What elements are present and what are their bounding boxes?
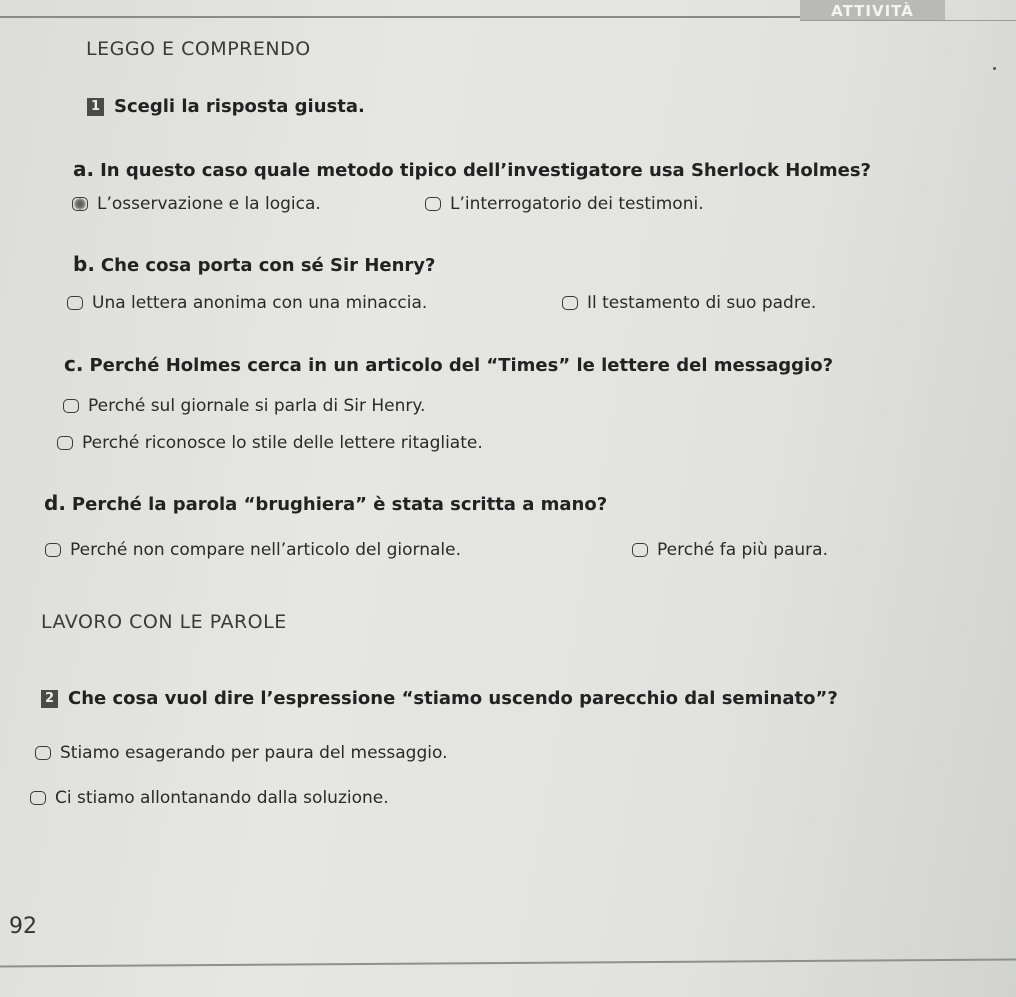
checkbox[interactable]	[45, 543, 61, 557]
exercise-2-heading	[41, 688, 838, 709]
question-c	[64, 352, 833, 376]
checkbox-checked[interactable]	[72, 197, 88, 211]
question-d	[44, 491, 607, 515]
option-b-2[interactable]	[562, 293, 816, 313]
question-letter: a.	[73, 157, 95, 181]
checkbox[interactable]	[67, 296, 83, 310]
exercise-1-heading	[87, 96, 365, 117]
exercise-number-badge: 2	[41, 690, 58, 708]
section-title-leggo: LEGGO E COMPRENDO	[86, 38, 311, 60]
question-letter: b.	[73, 252, 95, 276]
option-label: L’interrogatorio dei testimoni.	[450, 194, 704, 214]
checkbox[interactable]	[35, 746, 51, 760]
option-d-2[interactable]	[632, 540, 828, 560]
checkbox[interactable]	[63, 399, 79, 413]
option-a-2[interactable]	[425, 194, 704, 214]
option-2-1[interactable]	[35, 743, 448, 763]
option-label: Perché fa più paura.	[657, 540, 828, 560]
checkbox[interactable]	[57, 436, 73, 450]
question-text: In questo caso quale metodo tipico dell’investigatore usa Sherlock Holmes?	[100, 160, 871, 181]
option-d-1[interactable]	[45, 540, 461, 560]
section-tab: ATTIVITÀ	[800, 0, 945, 20]
option-label: Perché riconosce lo stile delle lettere ritagliate.	[82, 433, 483, 453]
exercise-number-badge: 1	[87, 98, 104, 116]
option-label: Ci stiamo allontanando dalla soluzione.	[55, 788, 389, 808]
checkbox[interactable]	[632, 543, 648, 557]
bottom-rule	[0, 958, 1016, 967]
page-number: 92	[9, 914, 37, 939]
section-title-lavoro: LAVORO CON LE PAROLE	[41, 611, 287, 633]
question-letter: d.	[44, 491, 66, 515]
question-text: Perché la parola “brughiera” è stata scritta a mano?	[71, 494, 608, 515]
option-label: L’osservazione e la logica.	[97, 194, 321, 214]
checkbox[interactable]	[425, 197, 441, 211]
option-b-1[interactable]	[67, 293, 427, 313]
option-a-1[interactable]	[72, 194, 321, 214]
top-rule-right	[800, 20, 1016, 21]
question-letter: c.	[64, 352, 84, 376]
option-label: Perché non compare nell’articolo del giornale.	[70, 540, 461, 560]
question-text: Perché Holmes cerca in un articolo del “Times” le lettere del messaggio?	[89, 355, 834, 376]
option-label: Una lettera anonima con una minaccia.	[92, 293, 428, 313]
ink-dot	[993, 67, 996, 70]
checkbox[interactable]	[562, 296, 578, 310]
exercise-question: Che cosa vuol dire l’espressione “stiamo uscendo parecchio dal seminato”?	[68, 688, 838, 709]
option-c-2[interactable]	[57, 433, 483, 453]
checkbox[interactable]	[30, 791, 46, 805]
option-2-2[interactable]	[30, 788, 389, 808]
option-c-1[interactable]	[63, 396, 425, 416]
option-label: Stiamo esagerando per paura del messaggio.	[60, 743, 448, 763]
question-b	[73, 252, 435, 276]
question-a	[73, 157, 871, 181]
exercise-instruction: Scegli la risposta giusta.	[114, 96, 365, 117]
option-label: Perché sul giornale si parla di Sir Henry.	[88, 396, 426, 416]
top-rule	[0, 16, 800, 18]
option-label: Il testamento di suo padre.	[587, 293, 817, 313]
question-text: Che cosa porta con sé Sir Henry?	[100, 255, 436, 276]
